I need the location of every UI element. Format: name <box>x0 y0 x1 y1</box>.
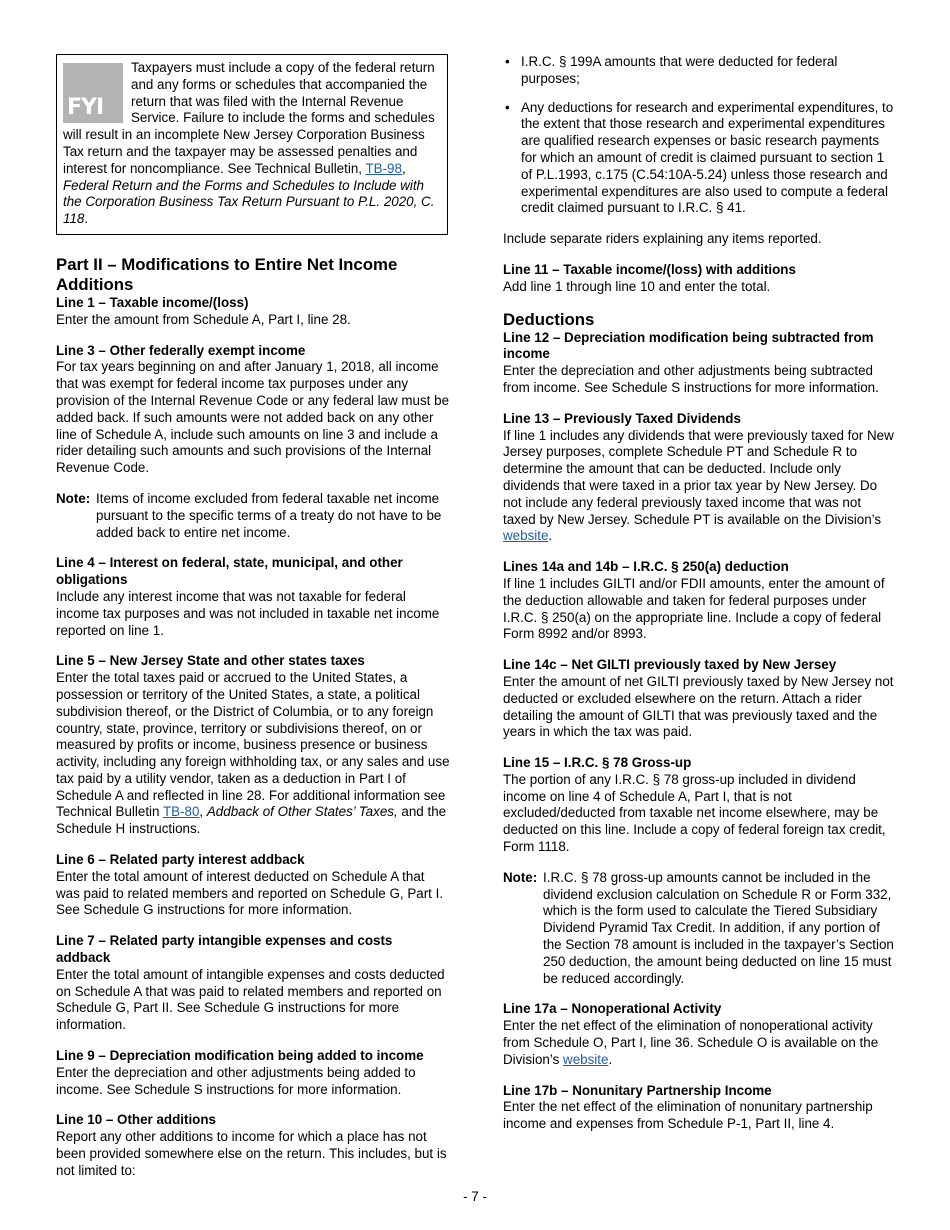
list-item: • Any deductions for research and experimental expenditures, to the extent that those research and experimental expenditures are qualified research expenses or basic research payments for which an amount of credit is claimed pursuant to section 1 of P.L.1993, c.175 (C.54:10A-5.24) unless those research and experimental expenditures are also used to compute a federal credit claimed pursuant to I.R.C. § 41. <box>503 100 895 218</box>
line-12-section: Line 12 – Depreciation modification being subtracted from income Enter the depreciation and other adjustments being subtracted from income. See Schedule S instructions for more information. <box>503 329 879 395</box>
line-1-section: Line 1 – Taxable income/(loss) Enter the amount from Schedule A, Part I, line 28. <box>56 294 351 327</box>
line-15-section: Line 15 – I.R.C. § 78 Gross-up The portion of any I.R.C. § 78 gross-up included in dividend income on line 4 of Schedule A, Part I, that is not excluded/deducted from taxable net income elsewhere, may be deducted on this line. Include a copy of federal foreign tax credit, Form 1118. <box>503 755 886 855</box>
page-number: - 7 - <box>463 1189 487 1204</box>
line-6-section: Line 6 – Related party interest addback Enter the total amount of interest deducted on Schedule A that was paid to related members and reported on Schedule G, Part I. See Schedule G instructions for more information. <box>56 852 444 918</box>
deductions-heading: Deductions <box>503 309 595 329</box>
tb-98-link[interactable]: TB-98 <box>365 160 402 176</box>
line-17a-section: Line 17a – Nonoperational Activity Enter the net effect of the elimination of nonoperational activity from Schedule O, Part I, line 36. Schedule O is available on the Division’s website. <box>503 1001 879 1067</box>
fyi-logo: FYI <box>63 63 123 123</box>
line-17b-section: Line 17b – Nonunitary Partnership Income Enter the net effect of the elimination of nonunitary partnership income and expenses from Schedule P-1, Part II, line 4. <box>503 1082 873 1132</box>
line-11-section: Line 11 – Taxable income/(loss) with additions Add line 1 through line 10 and enter the total. <box>503 261 796 294</box>
right-column <box>503 54 895 1147</box>
line-13-section: Line 13 – Previously Taxed Dividends If line 1 includes any dividends that were previously taxed for New Jersey purposes, complete Schedule PT and Schedule R to determine the amount that can be deducted. Include only dividends that were taxed in a prior tax year by New Jersey. Do not include any federal previously taxed income that was not taxed by New Jersey. Schedule PT is available on the Division’s website. <box>503 410 894 544</box>
line-10-section: Line 10 – Other additions Report any other additions to income for which a place has not been provided somewhere else on the return. This includes, but is not limited to: <box>56 1112 447 1178</box>
line-9-section: Line 9 – Depreciation modification being added to income Enter the depreciation and other adjustments being added to income. See Schedule S instructions for more information. <box>56 1048 424 1097</box>
line-7-section: Line 7 – Related party intangible expenses and costs addback Enter the total amount of intangible expenses and costs deducted on Schedule A that was paid to related members and reported on Schedule G, Part II. See Schedule G instructions for more information. <box>56 933 445 1033</box>
fyi-text: Taxpayers must include a copy of the federal return and any forms or schedules that accompanied the return that was filed with the Internal Revenue Service. Failure to include the forms and schedules will result in an incomplete New Jersey Corporation Business Tax return and the taxpayer may be assessed penalties and interest for noncompliance. See Technical Bulletin, TB-98, Federal Return and the Forms and Schedules to Include with the Corporation Business Tax Return Pursuant to P.L. 2020, C. 118. <box>63 60 435 227</box>
tb-80-link[interactable]: TB-80 <box>162 804 200 820</box>
list-item: • I.R.C. § 199A amounts that were deducted for federal purposes; <box>503 54 895 88</box>
fyi-box <box>56 54 448 235</box>
other-additions-list <box>503 54 895 217</box>
note-gross-up: Note: I.R.C. § 78 gross-up amounts cannot be included in the dividend exclusion calculation on Schedule R or Form 332, which is the form used to calculate the Tiered Subsidiary Dividend Pyramid Tax Credit. In addition, if any portion of the Section 78 amount is included in the taxpayer’s Section 250 deduction, the amount being deducted on line 15 must be reduced accordingly. <box>503 869 894 986</box>
note-treaty: Note: Items of income excluded from federal taxable net income pursuant to the specific terms of a treaty do not have to be added back to entire net income. <box>56 490 442 540</box>
line-3-section: Line 3 – Other federally exempt income For tax years beginning on and after January 1, 2018, all income that was exempt for federal income tax purposes under any provision of the Internal Revenue Code or any federal law must be added back. If such amounts were not added back on any other line of Schedule A, include such amounts on line 3 and include a rider detailing such amounts and such provisions of the Internal Revenue Code. <box>56 342 450 476</box>
line-14c-section: Line 14c – Net GILTI previously taxed by New Jersey Enter the amount of net GILTI previously taxed by New Jersey not deducted or excluded elsewhere on the return. Attach a rider detailing the amount of GILTI that was previously taxed and the years in which the tax was paid. <box>503 657 894 740</box>
riders-text: Include separate riders explaining any items reported. <box>503 231 822 247</box>
website-link[interactable]: website <box>563 1051 609 1067</box>
line-4-section: Line 4 – Interest on federal, state, municipal, and other obligations Include any interest income that was not taxable for federal income tax purposes and was not included in taxable net income reported on line 1. <box>56 555 440 638</box>
part2-heading: Part II – Modifications to Entire Net Income Additions <box>56 254 398 294</box>
left-column <box>56 54 450 1194</box>
line-14-section: Lines 14a and 14b – I.R.C. § 250(a) deduction If line 1 includes GILTI and/or FDII amounts, enter the amount of the deduction allowable and taken for federal purposes under I.R.C. § 250(a) on the appropriate line. Include a copy of federal Form 8992 and/or 8993. <box>503 559 885 642</box>
website-link[interactable]: website <box>503 528 549 544</box>
line-5-section: Line 5 – New Jersey State and other states taxes Enter the total taxes paid or accrued to the United States, a possession or territory of the United States, a state, a political subdivision thereof, or the District of Columbia, or to any foreign country, state, province, territory or subdivisions thereof, on or measured by profits or income, business presence or business activity, including any foreign withholding tax, or any sales and use tax paid by a utility vendor, taken as a deduction in Part I of Schedule A and reflected in line 28. For additional information see Technical Bulletin TB-80, Addback of Other States’ Taxes, and the Schedule H instructions. <box>56 653 450 837</box>
